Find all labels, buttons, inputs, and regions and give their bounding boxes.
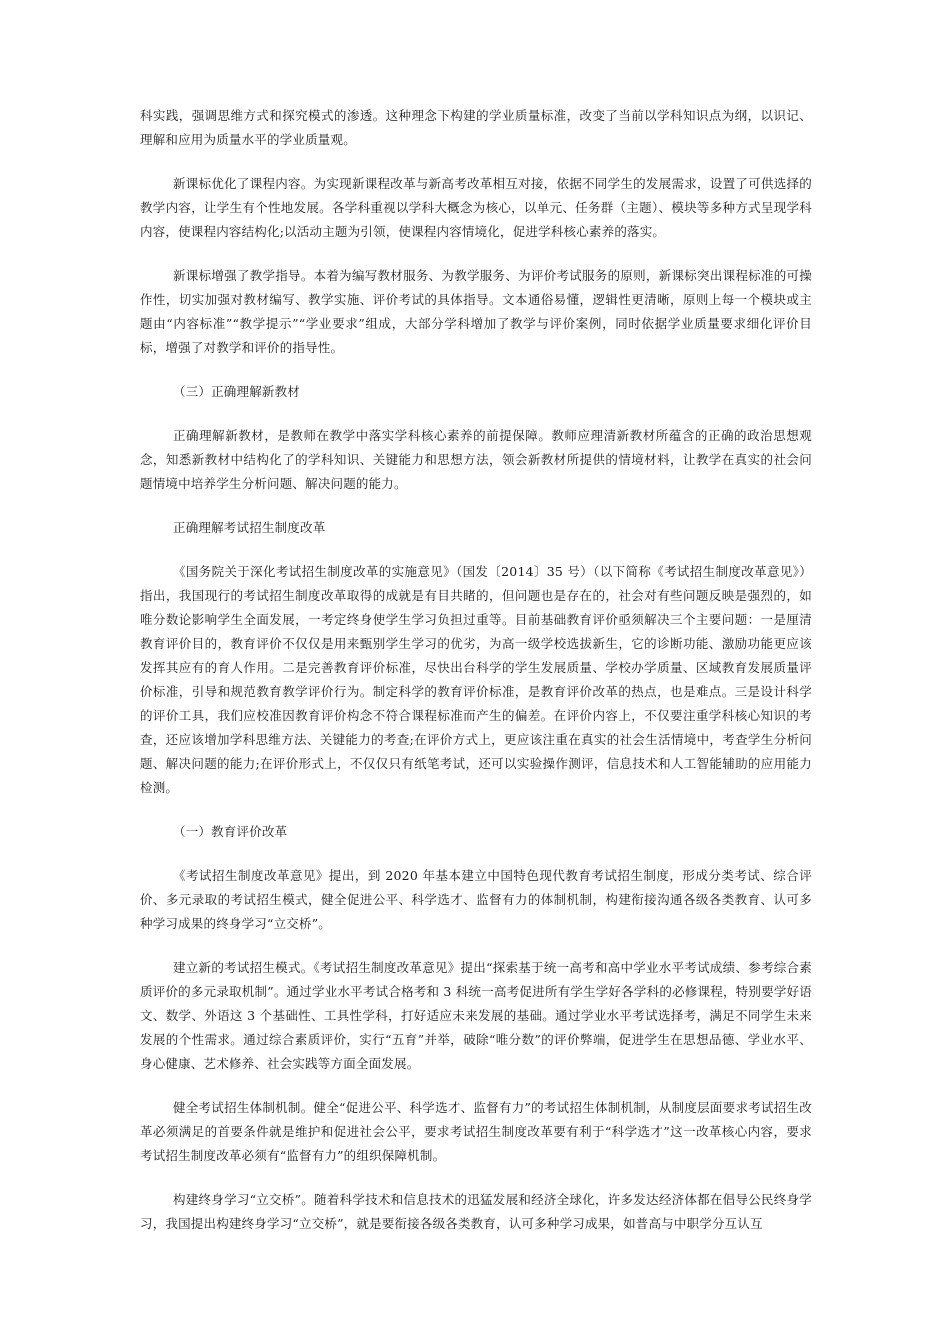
paragraph-lifelong-learning: 构建终身学习“立交桥”。随着科学技术和信息技术的迅猛发展和经济全球化，许多发达经济体都在倡导公民终身学习，我国提出构建终身学习“立交桥”，就是要衔接各级各类教育，认可多种学习成果，如普高与中职学分互认互 <box>140 1192 812 1231</box>
paragraph-continuation: 科实践，强调思维方式和探究模式的渗透。这种理念下构建的学业质量标准，改变了当前以学科知识点为纲，以识记、理解和应用为质量水平的学业质量观。 <box>140 108 812 147</box>
paragraph-teaching-guidance: 新课标增强了教学指导。本着为编写教材服务、为教学服务、为评价考试服务的原则，新课标突出课程标准的可操作性，切实加强对教材编写、教学实施、评价考试的具体指导。文本通俗易懂，逻辑性更清晰，原则上每一个模块或主题由“内容标准”“教学提示”“学业要求”组成，大部分学科增加了教学与评价案例，同时依据学业质量要求细化评价目标，增强了对教学和评价的指导性。 <box>140 268 812 355</box>
paragraph-new-exam-model: 建立新的考试招生模式。《考试招生制度改革意见》提出“探索基于统一高考和高中学业水平考试成绩、参考综合素质评价的多元录取机制”。通过学业水平考试合格考和 3 科统一高考促进所有学生学好各学科的必修课程，特别要学好语文、数学、外语这 3 个基础性、工具性学科，打好适应未来发展的基础。通过学业水平考试选择考，满足不同学生未来发展的个性需求。通过综合素质评价，实行“五育”并举，破除“唯分数”的评价弊端，促进学生在思想品德、学业水平、身心健康、艺术修养、社会实践等方面全面发展。 <box>140 960 812 1071</box>
paragraph-exam-mechanism: 健全考试招生体制机制。健全“促进公平、科学选才、监督有力”的考试招生体制机制，从制度层面要求考试招生改革必须满足的首要条件就是维护和促进社会公平，要求考试招生制度改革要有利于“科学选才”这一改革核心内容，要求考试招生制度改革必须有“监督有力”的组织保障机制。 <box>140 1100 812 1163</box>
document-page <box>140 104 812 1256</box>
section-heading-new-textbooks: （三）正确理解新教材 <box>173 384 301 399</box>
section-heading-exam-reform: 正确理解考试招生制度改革 <box>173 520 326 535</box>
paragraph-curriculum-content: 新课标优化了课程内容。为实现新课程改革与新高考改革相互对接，依据不同学生的发展需求，设置了可供选择的教学内容，让学生有个性地发展。各学科重视以学科大概念为核心，以单元、任务群（主题）、模块等多种方式呈现学科内容，使课程内容结构化;以活动主题为引领，使课程内容情境化，促进学科核心素养的落实。 <box>140 176 812 239</box>
section-heading-evaluation-reform: （一）教育评价改革 <box>173 824 288 839</box>
paragraph-new-textbooks: 正确理解新教材，是教师在教学中落实学科核心素养的前提保障。教师应理清新教材所蕴含的正确的政治思想观念，知悉新教材中结构化了的学科知识、关键能力和思想方法，领会新教材所提供的情境材料，让教学在真实的社会问题情境中培养学生分析问题、解决问题的能力。 <box>140 428 812 491</box>
paragraph-exam-reform: 《国务院关于深化考试招生制度改革的实施意见》（国发〔2014〕35 号）（以下简称《考试招生制度改革意见》）指出，我国现行的考试招生制度改革取得的成就是有目共睹的，但问题也是存在的，社会对有些问题反映是强烈的，如唯分数论影响学生全面发展，一考定终身使学生学习负担过重等。目前基础教育评价亟须解决三个主要问题：一是厘清教育评价目的，教育评价不仅仅是用来甄别学生学习的优劣，为高一级学校选拔新生，它的诊断功能、激励功能更应该发挥其应有的育人作用。二是完善教育评价标准，尽快出台科学的学生发展质量、学校办学质量、区域教育发展质量评价标准，引导和规范教育教学评价行为。制定科学的教育评价标准，是教育评价改革的热点，也是难点。三是设计科学的评价工具，我们应校准因教育评价构念不符合课程标准而产生的偏差。在评价内容上，不仅要注重学科核心知识的考查，还应该增加学科思维方法、关键能力的考查;在评价方式上，更应该注重在真实的社会生活情境中，考查学生分析问题、解决问题的能力;在评价形式上，不仅仅只有纸笔考试，还可以实验操作测评，信息技术和人工智能辅助的应用能力检测。 <box>140 564 812 795</box>
paragraph-evaluation-reform: 《考试招生制度改革意见》提出，到 2020 年基本建立中国特色现代教育考试招生制度，形成分类考试、综合评价、多元录取的考试招生模式，健全促进公平、科学选才、监督有力的体制机制，构建衔接沟通各级各类教育、认可多种学习成果的终身学习“立交桥”。 <box>140 868 812 931</box>
